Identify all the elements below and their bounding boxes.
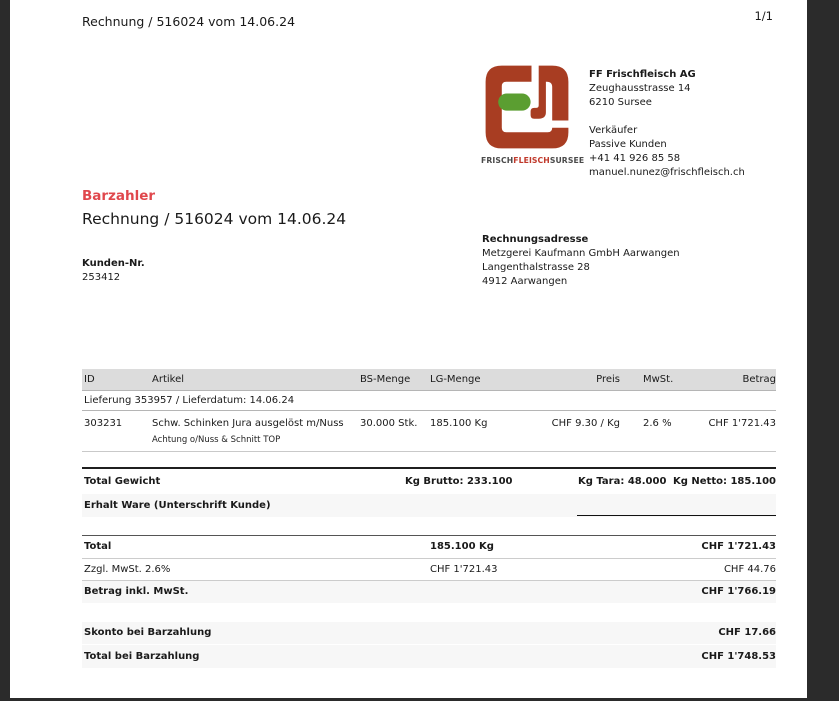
item-mwst: 2.6 % [643, 418, 672, 429]
vat-row [82, 558, 776, 580]
gross-total-amount: CHF 1'766.19 [701, 586, 776, 597]
vendor-email: manuel.nunez@frischfleisch.ch [589, 167, 745, 178]
page-number: 1/1 [754, 9, 773, 23]
billing-address-line: 4912 Aarwangen [482, 276, 568, 287]
vendor-street: Zeughausstrasse 14 [589, 83, 691, 94]
wordmark-sursee: SURSEE [549, 156, 585, 165]
receipt-label: Erhalt Ware (Unterschrift Kunde) [84, 500, 271, 511]
wordmark-fleisch: FLEISCH [513, 156, 550, 165]
item-note: Achtung o/Nuss & Schnitt TOP [152, 435, 281, 445]
total-label: Total [84, 541, 112, 552]
vendor-seller-label: Verkäufer [589, 125, 638, 136]
vat-base: CHF 1'721.43 [430, 564, 498, 575]
weight-brutto: Kg Brutto: 233.100 [405, 476, 513, 487]
col-header-artikel: Artikel [152, 374, 185, 385]
vat-label: Zzgl. MwSt. 2.6% [84, 564, 171, 575]
company-logo-icon [482, 62, 572, 152]
invoice-title: Rechnung / 516024 vom 14.06.24 [82, 210, 347, 228]
cash-discount-label: Skonto bei Barzahlung [84, 627, 212, 638]
payment-type-label: Barzahler [82, 188, 156, 204]
item-bs-menge: 30.000 Stk. [360, 418, 418, 429]
billing-address-line: Metzgerei Kaufmann GmbH Aarwangen [482, 248, 680, 259]
item-betrag: CHF 1'721.43 [708, 418, 776, 429]
weight-netto: Kg Netto: 185.100 [673, 476, 776, 487]
col-header-preis: Preis [596, 374, 620, 385]
col-header-id: ID [84, 374, 95, 385]
doc-reference: Rechnung / 516024 vom 14.06.24 [82, 14, 296, 29]
gross-total-label: Betrag inkl. MwSt. [84, 586, 189, 597]
item-id: 303231 [84, 418, 123, 429]
vendor-info [589, 68, 745, 180]
table-row [82, 411, 776, 452]
billing-address-label: Rechnungsadresse [482, 234, 589, 245]
item-artikel: Schw. Schinken Jura ausgelöst m/Nuss [152, 418, 344, 429]
customer-number-label: Kunden-Nr. [82, 258, 145, 269]
company-wordmark [481, 156, 585, 165]
col-header-bs-menge: BS-Menge [360, 374, 411, 385]
cash-total-amount: CHF 1'748.53 [701, 651, 776, 662]
total-weight-row [82, 467, 776, 494]
receipt-signature-row [82, 494, 776, 517]
billing-address [482, 233, 680, 289]
document-page [10, 0, 807, 698]
signature-line [577, 515, 776, 516]
total-amount: CHF 1'721.43 [701, 541, 776, 552]
cash-discount-amount: CHF 17.66 [718, 627, 776, 638]
delivery-row [82, 390, 776, 411]
weight-tara: Kg Tara: 48.000 [578, 476, 667, 487]
cash-total-label: Total bei Barzahlung [84, 651, 200, 662]
col-header-mwst: MwSt. [643, 374, 674, 385]
total-weight-label: Total Gewicht [84, 476, 161, 487]
vendor-name: FF Frischfleisch AG [589, 69, 696, 80]
col-header-betrag: Betrag [742, 374, 776, 385]
vat-amount: CHF 44.76 [723, 564, 776, 575]
total-quantity: 185.100 Kg [430, 541, 494, 552]
vendor-phone: +41 41 926 85 58 [589, 153, 681, 164]
table-header-row [82, 369, 776, 390]
vendor-city: 6210 Sursee [589, 97, 652, 108]
gross-total-row [82, 580, 776, 603]
customer-number-value: 253412 [82, 272, 121, 283]
wordmark-frisch: FRISCH [481, 156, 514, 165]
vendor-seller: Passive Kunden [589, 139, 667, 150]
billing-address-line: Langenthalstrasse 28 [482, 262, 590, 273]
col-header-lg-menge: LG-Menge [430, 374, 481, 385]
cash-discount-row [82, 622, 776, 644]
item-preis: CHF 9.30 / Kg [551, 418, 620, 429]
total-row [82, 535, 776, 558]
cash-total-row [82, 645, 776, 668]
item-lg-menge: 185.100 Kg [430, 418, 488, 429]
delivery-note: Lieferung 353957 / Lieferdatum: 14.06.24 [84, 395, 295, 406]
